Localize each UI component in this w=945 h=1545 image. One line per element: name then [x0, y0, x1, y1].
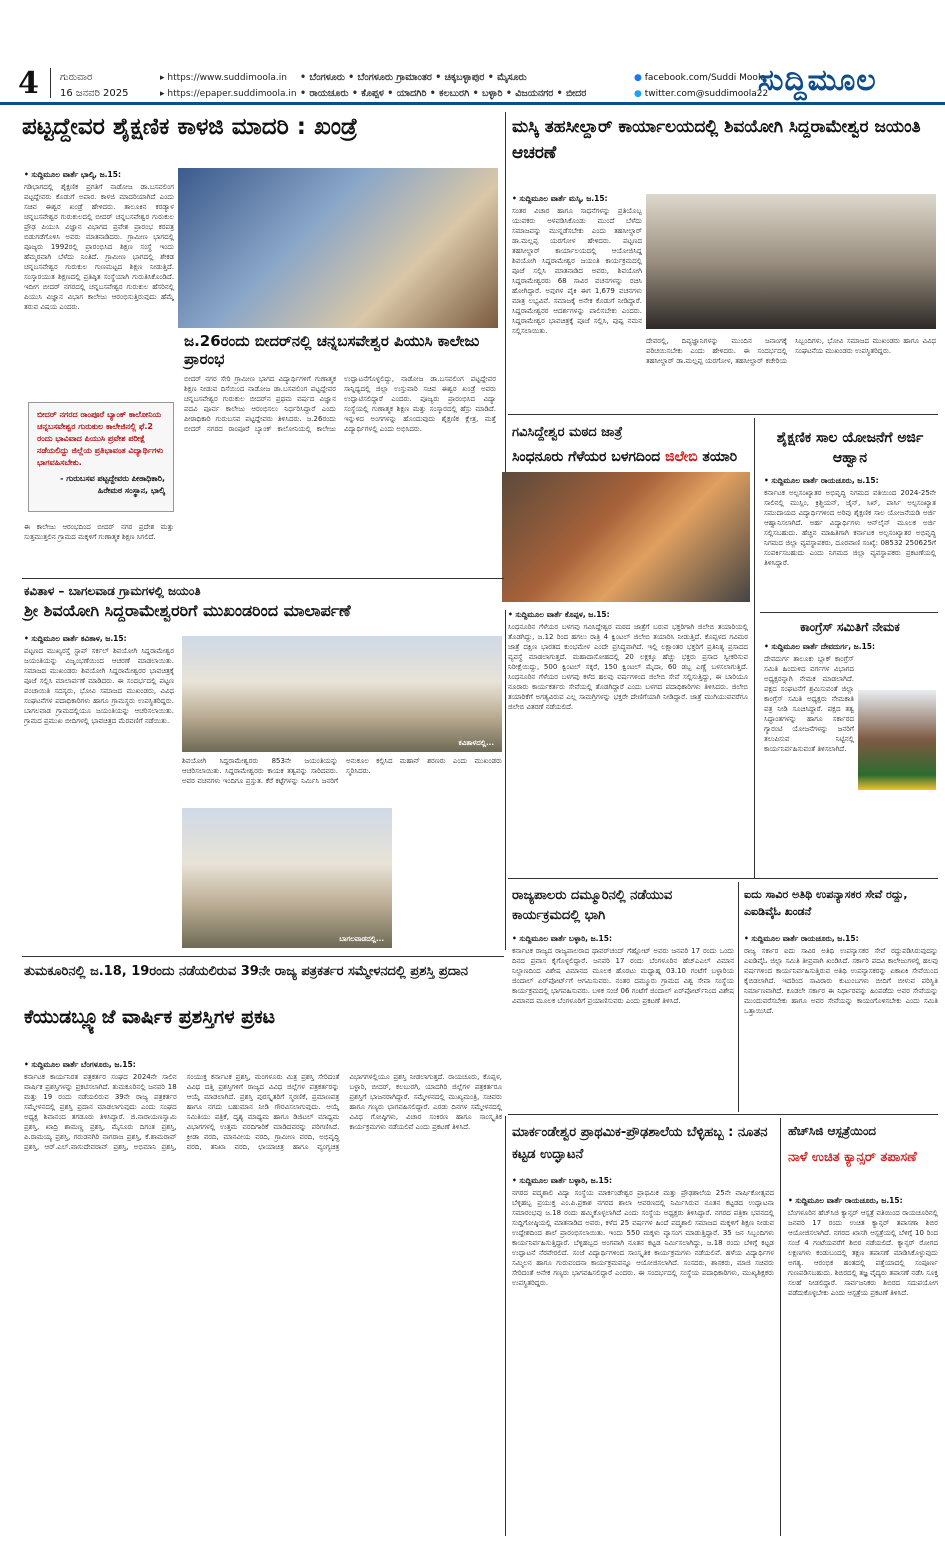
a10-headline: ಮಾರ್ಕಂಡೇಶ್ವರ ಪ್ರಾಥಮಿಕ-ಪ್ರೌಢಶಾಲೆಯ ಬೆಳ್ಳಿಹಬ್ಬ : ನೂತನ ಕಟ್ಟಡ ಉದ್ಘಾಟನೆ	[512, 1125, 768, 1162]
column-rule	[505, 1116, 506, 1536]
column-rule	[780, 1118, 781, 1536]
a10-body: ನಗರದ ಪದ್ಮಶಾಲಿ ವಿದ್ಯಾ ಸಂಸ್ಥೆಯ ಮಾರ್ಕಂಡೇಶ್ವರ ಪ್ರಾಥಮಿಕ ಮತ್ತು ಪ್ರೌಢಶಾಲೆಯ 25ನೇ ವಾರ್ಷಿಕೋತ್ಸವದ ಬೆಳ್ಳಿಹಬ್ಬ ಪ್ರಯುಕ್ತ ಎಂ.ಪಿ.ಪ್ರಕಾಶ ನಗರದ ಶಾಲಾ ಆವರಣದಲ್ಲಿ ನಿರ್ಮಿಸಿರುವ ನೂತನ ಕಟ್ಟಡದ ಉದ್ಘಾಟನಾ ಸಮಾರಂಭವು ಜ.18 ರಂದು ಹಮ್ಮಿಕೊಳ್ಳಲಾಗಿದೆ ಎಂದು ಸಂಸ್ಥೆಯ ಅಧ್ಯಕ್ಷರು ತಿಳಿಸಿದ್ದಾರೆ. ನಗರದ ಪತ್ರಿಕಾ ಭವನದಲ್ಲಿ ಸುದ್ದಿಗೋಷ್ಠಿಯಲ್ಲಿ ಮಾತನಾಡಿದ ಅವರು, ಕಳೆದ 25 ವರ್ಷಗಳ ಹಿಂದೆ ಪದ್ಮಶಾಲಿ ಸಮಾಜದ ಮಕ್ಕಳಿಗೆ ಶಿಕ್ಷಣ ನೀಡುವ ಉದ್ದೇಶದಿಂದ ಶಾಲೆ ಪ್ರಾರಂಭಿಸಲಾಯಿತು. ಇಂದು 550 ಮಕ್ಕಳು ವ್ಯಾಸಂಗ ಮಾಡುತ್ತಿದ್ದಾರೆ. 35 ಜನ ಸಿಬ್ಬಂದಿಗಳು ಕಾರ್ಯನಿರ್ವಹಿಸುತ್ತಿದ್ದಾರೆ. ಬೆಳ್ಳಿಹಬ್ಬದ ಅಂಗವಾಗಿ ನೂತನ ಕಟ್ಟಡ ನಿರ್ಮಿಸಲಾಗಿದ್ದು, ಜ.18 ರಂದು ಬೆಳಿಗ್ಗೆ ಕಟ್ಟಡ ಉದ್ಘಾಟನೆ ನೆರವೇರಲಿದೆ. ಸಂಜೆ ವಿದ್ಯಾರ್ಥಿಗಳಿಂದ ಸಾಂಸ್ಕೃತಿಕ ಕಾರ್ಯಕ್ರಮಗಳು ನಡೆಯಲಿವೆ. ಹಳೆಯ ವಿದ್ಯಾರ್ಥಿಗಳ ಸಮ್ಮಿಲನ ಹಾಗೂ ಗುರುವಂದನಾ ಕಾರ್ಯಕ್ರಮವನ್ನೂ ಆಯೋಜಿಸಲಾಗಿದೆ. ಸಂಸದರು, ಶಾಸಕರು, ಮಾಜಿ ಸಚಿವರು ಸೇರಿದಂತೆ ಅನೇಕ ಗಣ್ಯರು ಭಾಗವಹಿಸಲಿದ್ದಾರೆ ಎಂದರು. ಈ ಸಂದರ್ಭದಲ್ಲಿ ಸಂಸ್ಥೆಯ ಪದಾಧಿಕಾರಿಗಳು, ಮುಖ್ಯಶಿಕ್ಷಕರು ಉಪಸ್ಥಿತರಿದ್ದರು.	[512, 1189, 774, 1287]
a1-quote-box	[28, 402, 174, 512]
a6-photo-2	[182, 808, 392, 948]
a11-headline: ನಾಳೆ ಉಚಿತ ಕ್ಯಾನ್ಸರ್ ತಪಾಸಣೆ	[788, 1150, 917, 1165]
social-links	[634, 70, 768, 102]
twitter-icon: ●	[634, 89, 642, 99]
a3-kicker: ಗವಿಸಿದ್ದೇಶ್ವರ ಮಠದ ಜಾತ್ರೆ	[512, 425, 623, 440]
a5-byline: • ಸುದ್ದಿಮೂಲ ವಾರ್ತೆ ದೇವದುರ್ಗ, ಜ.15:	[764, 642, 875, 651]
editions-line-2: • ರಾಯಚೂರು • ಕೊಪ್ಪಳ • ಯಾದಗಿರಿ • ಕಲಬುರಗಿ • ಬಳ್ಳಾರಿ • ವಿಜಯನಗರ • ಬೀದರ	[300, 88, 587, 99]
day-label: ಗುರುವಾರ	[60, 72, 93, 83]
section-rule	[22, 578, 504, 579]
section-rule	[508, 1114, 938, 1115]
a8-body: ರಾಜ್ಯ ಸರ್ಕಾರ ಐದು ಸಾವಿರ ಅತಿಥಿ ಉಪನ್ಯಾಸಕರ ಸೇವೆ ರದ್ದುಪಡಿಸಿರುವುದನ್ನು ಎಐಡಿವೈಓ ಜಿಲ್ಲಾ ಸಮಿತಿ ತೀವ್ರವಾಗಿ ಖಂಡಿಸಿದೆ. ಸರ್ಕಾರಿ ಪದವಿ ಕಾಲೇಜುಗಳಲ್ಲಿ ಹಲವು ವರ್ಷಗಳಿಂದ ಕಾರ್ಯನಿರ್ವಹಿಸುತ್ತಿರುವ ಅತಿಥಿ ಉಪನ್ಯಾಸಕರನ್ನು ಏಕಾಏಕಿ ಸೇವೆಯಿಂದ ಕೈಬಿಡಲಾಗಿದೆ. ಇದರಿಂದ ಸಾವಿರಾರು ಕುಟುಂಬಗಳು ಬೀದಿಗೆ ಬೀಳುವ ಪರಿಸ್ಥಿತಿ ನಿರ್ಮಾಣವಾಗಿದೆ. ಕೂಡಲೇ ಸರ್ಕಾರ ಈ ನಿರ್ಧಾರವನ್ನು ಹಿಂಪಡೆದು ಅವರ ಸೇವೆಯನ್ನು ಮುಂದುವರೆಸಬೇಕು ಹಾಗೂ ಅವರ ಸೇವೆಯನ್ನು ಕಾಯಂಗೊಳಿಸಬೇಕು ಎಂದು ಸಮಿತಿ ಒತ್ತಾಯಿಸಿದೆ.	[744, 947, 938, 1015]
column-rule	[738, 882, 739, 1112]
a6-photo-1-caption: ಕವಿತಾಳದಲ್ಲಿ...	[458, 739, 494, 747]
column-rule	[505, 610, 506, 950]
a2-headline: ಮಸ್ಕಿ ತಹಸೀಲ್ದಾರ್ ಕಾರ್ಯಾಲಯದಲ್ಲಿ ಶಿವಯೋಗಿ ಸಿದ್ದರಾಮೇಶ್ವರ ಜಯಂತಿ ಆಚರಣೆ	[512, 117, 921, 163]
a9-kicker: ತುಮಕೂರಿನಲ್ಲಿ ಜ.18, 19ರಂದು ನಡೆಯಲಿರುವ 39ನೇ ರಾಜ್ಯ ಪತ್ರಕರ್ತರ ಸಮ್ಮೇಳನದಲ್ಲಿ ಪ್ರಶಸ್ತಿ ಪ್ರದಾನ	[24, 964, 468, 979]
a9-byline: • ಸುದ್ದಿಮೂಲ ವಾರ್ತೆ ಬೆಂಗಳೂರು, ಜ.15:	[24, 1060, 136, 1069]
a7-byline: • ಸುದ್ದಿಮೂಲ ವಾರ್ತೆ ಬಳ್ಳಾರಿ, ಜ.15:	[512, 934, 612, 943]
a1-byline: • ಸುದ್ದಿಮೂಲ ವಾರ್ತೆ ಭಾಲ್ಕಿ, ಜ.15:	[24, 170, 121, 179]
a5-body: ದೇವದುರ್ಗ ತಾಲೂಕು ಬ್ಲಾಕ್ ಕಾಂಗ್ರೆಸ್ ಸಮಿತಿ ಹಿಂದುಳಿದ ವರ್ಗಗಳ ವಿಭಾಗದ ಅಧ್ಯಕ್ಷರನ್ನಾಗಿ ನೇಮಕ ಮಾಡಲಾಗಿದೆ. ಪಕ್ಷದ ಸಂಘಟನೆಗೆ ಶ್ರಮಿಸುವಂತೆ ಜಿಲ್ಲಾ ಕಾಂಗ್ರೆಸ್ ಸಮಿತಿ ಅಧ್ಯಕ್ಷರು ನೇಮಕಾತಿ ಪತ್ರ ನೀಡಿ ಸೂಚಿಸಿದ್ದಾರೆ. ಪಕ್ಷದ ತತ್ವ ಸಿದ್ಧಾಂತಗಳನ್ನು ಹಾಗೂ ಸರ್ಕಾರದ ಗ್ಯಾರಂಟಿ ಯೋಜನೆಗಳನ್ನು ಜನರಿಗೆ ತಲುಪಿಸುವ ನಿಟ್ಟಿನಲ್ಲಿ ಕಾರ್ಯನಿರ್ವಹಿಸುವಂತೆ ತಿಳಿಸಲಾಗಿದೆ.	[764, 655, 854, 753]
a6-photo-2-caption: ಬಾಗಲವಾಡದಲ್ಲಿ...	[339, 935, 384, 943]
a6-body-2: ಶಿವಯೋಗಿ ಸಿದ್ದರಾಮೇಶ್ವರರು 853ನೇ ಜಯಂತಿಯನ್ನು ಆಚರಿಸಲಾಯಿತು. ಸಿದ್ದರಾಮೇಶ್ವರರು ಕಾಯಕ ತತ್ವವನ್ನು ಸಾರಿದವರು. ಅವರ ವಚನಗಳು ಇಂದಿಗೂ ಪ್ರಸ್ತುತ. ಕೆರೆ ಕಟ್ಟೆಗಳನ್ನು ನಿರ್ಮಿಸಿ ಜನರಿಗೆ ಅನುಕೂಲ ಕಲ್ಪಿಸಿದ ಮಹಾನ್ ಶರಣರು ಎಂದು ಮುಖಂಡರು ಸ್ಮರಿಸಿದರು.	[182, 757, 502, 785]
a10-byline: • ಸುದ್ದಿಮೂಲ ವಾರ್ತೆ ಬಳ್ಳಾರಿ, ಜ.15:	[512, 1176, 612, 1185]
a4-body: ಕರ್ನಾಟಕ ಅಲ್ಪಸಂಖ್ಯಾತರ ಅಭಿವೃದ್ಧಿ ನಿಗಮದ ವತಿಯಿಂದ 2024-25ನೇ ಸಾಲಿನಲ್ಲಿ ಮುಸ್ಲಿಂ, ಕ್ರಿಶ್ಚಿಯನ್, ಜೈನ್, ಸಿಖ್, ಪಾರ್ಸಿ ಅಲ್ಪಸಂಖ್ಯಾತ ಸಮುದಾಯದ ವಿದ್ಯಾರ್ಥಿಗಳಿಂದ ಅರಿವು ಶೈಕ್ಷಣಿಕ ಸಾಲ ಯೋಜನೆಯಡಿ ಅರ್ಜಿ ಆಹ್ವಾನಿಸಲಾಗಿದೆ. ಅರ್ಹ ವಿದ್ಯಾರ್ಥಿಗಳು ಆನ್‌ಲೈನ್ ಮೂಲಕ ಅರ್ಜಿ ಸಲ್ಲಿಸಬಹುದು. ಹೆಚ್ಚಿನ ಮಾಹಿತಿಗಾಗಿ ಕರ್ನಾಟಕ ಅಲ್ಪಸಂಖ್ಯಾತರ ಅಭಿವೃದ್ಧಿ ನಿಗಮದ ಜಿಲ್ಲಾ ವ್ಯವಸ್ಥಾಪಕರು, ದೂರವಾಣಿ ಸಂಖ್ಯೆ: 08532 250625ಗೆ ಸಂಪರ್ಕಿಸಬಹುದು ಎಂದು ನಿಗಮದ ಜಿಲ್ಲಾ ವ್ಯವಸ್ಥಾಪಕರು ಪ್ರಕಟಣೆಯಲ್ಲಿ ತಿಳಿಸಿದ್ದಾರೆ.	[764, 489, 936, 567]
date-block	[60, 70, 129, 102]
a2-photo	[646, 194, 936, 329]
a11-kicker: ಹೆಚ್‌ಸಿಜಿ ಆಸ್ಪತ್ರೆಯಿಂದ	[788, 1124, 877, 1138]
a1-body-2: ಈ ಕಾಲೇಜು ಆರಂಭದಿಂದ ಬೀದರ್ ನಗರ ಪ್ರದೇಶ ಮತ್ತು ಸುತ್ತಮುತ್ತಲಿನ ಗ್ರಾಮದ ಮಕ್ಕಳಿಗೆ ಗುಣಾತ್ಮಕ ಶಿಕ್ಷಣ ಸಿಗಲಿದೆ.	[24, 523, 174, 541]
a1-photo	[178, 168, 498, 328]
a6-kicker: ಕವಿತಾಳ – ಬಾಗಲವಾಡ ಗ್ರಾಮಗಳಲ್ಲಿ ಜಯಂತಿ	[24, 584, 201, 598]
a7-headline: ರಾಜ್ಯಪಾಲರು ದಮ್ಮೂರಿನಲ್ಲಿ ನಡೆಯುವ ಕಾರ್ಯಕ್ರಮದಲ್ಲಿ ಭಾಗಿ	[512, 888, 673, 923]
epaper-url[interactable]: ▸ https://epaper.suddimoola.in	[160, 89, 297, 99]
a4-headline: ಶೈಕ್ಷಣಿಕ ಸಾಲ ಯೋಜನೆಗೆ ಅರ್ಜಿ ಆಹ್ವಾನ	[776, 430, 924, 466]
editions-list	[300, 70, 630, 102]
a2-body: ಸಂತರ ವಿಚಾರ ಹಾಗೂ ಸಾಧನೆಗಳನ್ನು ಪ್ರತಿಯೊಬ್ಬ ಯುವಕರು ಅಳವಡಿಸಿಕೊಂಡು ಮುಂದೆ ಬೆಳೆದು ಸಮಾಜವನ್ನು ಮುನ್ನಡೆಸಬೇಕು ಎಂದು ತಹಸೀಲ್ದಾರ್ ಡಾ.ಮಲ್ಲಪ್ಪ ಯರಗೋಳ ಹೇಳಿದರು. ಪಟ್ಟಣದ ತಹಸೀಲ್ದಾರ್ ಕಾರ್ಯಾಲಯದಲ್ಲಿ ಆಯೋಜಿಸಿದ್ದ ಶಿವಯೋಗಿ ಸಿದ್ದರಾಮೇಶ್ವರ ಜಯಂತಿ ಕಾರ್ಯಕ್ರಮದಲ್ಲಿ ಪೂಜೆ ಸಲ್ಲಿಸಿ ಮಾತನಾಡಿದ ಅವರು, ಶಿವಯೋಗಿ ಸಿದ್ದರಾಮೇಶ್ವರರು 68 ಸಾವಿರ ವಚನಗಳನ್ನು ರಚಿಸಿ ಹೋಗಿದ್ದಾರೆ. ಅವುಗಳ ಪೈಕಿ ಈಗ 1,679 ವಚನಗಳು ಮಾತ್ರ ಲಭ್ಯವಿವೆ. ಸಮಾಜಕ್ಕೆ ಅನೇಕ ಕೊಡುಗೆ ನೀಡಿದ್ದಾರೆ. ಸಿದ್ದರಾಮೇಶ್ವರರ ಆದರ್ಶಗಳನ್ನು ಪಾಲಿಸಬೇಕು ಎಂದರು. ಸಿದ್ದರಾಮೇಶ್ವರ ಭಾವಚಿತ್ರಕ್ಕೆ ಪೂಜೆ ಸಲ್ಲಿಸಿ, ಪುಷ್ಪ ನಮನ ಸಲ್ಲಿಸಲಾಯಿತು.	[512, 207, 642, 335]
a9-body: ಕರ್ನಾಟಕ ಕಾರ್ಯನಿರತ ಪತ್ರಕರ್ತರ ಸಂಘದ 2024ನೇ ಸಾಲಿನ ವಾರ್ಷಿಕ ಪ್ರಶಸ್ತಿಗಳನ್ನು ಪ್ರಕಟಿಸಲಾಗಿದೆ. ತುಮಕೂರಿನಲ್ಲಿ ಜನವರಿ 18 ಮತ್ತು 19 ರಂದು ನಡೆಯಲಿರುವ 39ನೇ ರಾಜ್ಯ ಪತ್ರಕರ್ತರ ಸಮ್ಮೇಳನದಲ್ಲಿ ಪ್ರಶಸ್ತಿ ಪ್ರದಾನ ಮಾಡಲಾಗುವುದು ಎಂದು ಸಂಘದ ಅಧ್ಯಕ್ಷ ಶಿವಾನಂದ ತಗಡೂರು ತಿಳಿಸಿದ್ದಾರೆ. ಜಿ.ನಾರಾಯಣಸ್ವಾಮಿ ಪ್ರಶಸ್ತಿ, ಖಾದ್ರಿ ಶಾಮಣ್ಣ ಪ್ರಶಸ್ತಿ, ಮೈಸೂರು ದಿಗಂತ ಪ್ರಶಸ್ತಿ, ಪಿ.ರಾಮಯ್ಯ ಪ್ರಶಸ್ತಿ, ಗರುಡನಗಿರಿ ನಾಗರಾಜ ಪ್ರಶಸ್ತಿ, ಕೆ.ಶಾಮರಾವ್ ಪ್ರಶಸ್ತಿ, ಆರ್.ಎಲ್.ವಾಸುದೇವರಾವ್ ಪ್ರಶಸ್ತಿ, ಅಭಿಮಾನಿ ಪ್ರಶಸ್ತಿ, ಸಂಯುಕ್ತ ಕರ್ನಾಟಕ ಪ್ರಶಸ್ತಿ, ಮಂಗಳೂರು ಮಿತ್ರ ಪ್ರಶಸ್ತಿ ಸೇರಿದಂತೆ ವಿವಿಧ ದತ್ತಿ ಪ್ರಶಸ್ತಿಗಳಿಗೆ ರಾಜ್ಯದ ವಿವಿಧ ಜಿಲ್ಲೆಗಳ ಪತ್ರಕರ್ತರನ್ನು ಆಯ್ಕೆ ಮಾಡಲಾಗಿದೆ. ಪ್ರಶಸ್ತಿ ಪುರಸ್ಕೃತರಿಗೆ ಸ್ಮರಣಿಕೆ, ಪ್ರಮಾಣಪತ್ರ ಹಾಗೂ ನಗದು ಬಹುಮಾನ ನೀಡಿ ಗೌರವಿಸಲಾಗುವುದು. ಆಯ್ಕೆ ಸಮಿತಿಯು ಪತ್ರಿಕೆ, ದೃಶ್ಯ ಮಾಧ್ಯಮ ಹಾಗೂ ಡಿಜಿಟಲ್ ಮಾಧ್ಯಮ ವಿಭಾಗಗಳಲ್ಲಿ ಉತ್ತಮ ವರದಿಗಾರಿಕೆ ಮಾಡಿದವರನ್ನು ಪರಿಗಣಿಸಿದೆ. ಕ್ರೀಡಾ ವರದಿ, ಮಾನವೀಯ ವರದಿ, ಗ್ರಾಮೀಣ ವರದಿ, ಅಭಿವೃದ್ಧಿ ವರದಿ, ತನಿಖಾ ವರದಿ, ಛಾಯಾಚಿತ್ರ ಹಾಗೂ ವ್ಯಂಗ್ಯಚಿತ್ರ ವಿಭಾಗಗಳಲ್ಲಿಯೂ ಪ್ರಶಸ್ತಿ ನೀಡಲಾಗುತ್ತದೆ. ರಾಯಚೂರು, ಕೊಪ್ಪಳ, ಬಳ್ಳಾರಿ, ಬೀದರ್, ಕಲಬುರಗಿ, ಯಾದಗಿರಿ ಜಿಲ್ಲೆಗಳ ಪತ್ರಕರ್ತರೂ ಪ್ರಶಸ್ತಿಗೆ ಭಾಜನರಾಗಿದ್ದಾರೆ. ಸಮ್ಮೇಳನದಲ್ಲಿ ಮುಖ್ಯಮಂತ್ರಿ, ಸಚಿವರು ಹಾಗೂ ಗಣ್ಯರು ಭಾಗವಹಿಸಲಿದ್ದಾರೆ. ಎರಡು ದಿನಗಳ ಸಮ್ಮೇಳನದಲ್ಲಿ ವಿವಿಧ ಗೋಷ್ಠಿಗಳು, ವಿಚಾರ ಸಂಕಿರಣ ಹಾಗೂ ಸಾಂಸ್ಕೃತಿಕ ಕಾರ್ಯಕ್ರಮಗಳು ನಡೆಯಲಿವೆ ಎಂದು ಪ್ರಕಟಣೆ ತಿಳಿಸಿದೆ.	[24, 1073, 502, 1151]
a2-byline: • ಸುದ್ದಿಮೂಲ ವಾರ್ತೆ ಮಸ್ಕಿ, ಜ.15:	[512, 194, 608, 203]
twitter-link[interactable]: ● twitter.com@suddimoola22	[634, 89, 769, 99]
a6-photo-1	[182, 636, 502, 752]
section-rule	[508, 414, 938, 415]
globe-icon: ▸	[160, 73, 168, 83]
a3-photo	[502, 472, 750, 602]
a6-headline: ಶ್ರೀ ಶಿವಯೋಗಿ ಸಿದ್ದರಾಮೇಶ್ವರರಿಗೆ ಮುಖಂಡರಿಂದ ಮಾಲಾರ್ಪಣೆ	[24, 601, 351, 620]
a1-quote-text: ಬೀದರ್ ನಗರದ ರಾಂಪೂರೆ ಬ್ಯಾಂಕ್ ಕಾಲೋನಿಯ ಚನ್ನಬಸವೇಶ್ವರ ಗುರುಕುಲ ಕಾಲೇಜಿನಲ್ಲಿ ಫೆ.2 ರಂದು ಭಾವಿವಾದ ಪಿಯುಸಿ ಪ್ರವೇಶ ಪರೀಕ್ಷೆ ನಡೆಯಲಿದ್ದು ಜಿಲ್ಲೆಯ ಪ್ರತಿಭಾವಂತ ವಿದ್ಯಾರ್ಥಿಗಳು ಭಾಗವಹಿಸಬೇಕು.	[37, 410, 164, 467]
section-rule	[760, 612, 938, 613]
a11-byline: • ಸುದ್ದಿಮೂಲ ವಾರ್ತೆ ರಾಯಚೂರು, ಜ.15:	[788, 1196, 903, 1205]
a7-body: ಕರ್ನಾಟಕ ರಾಜ್ಯದ ರಾಜ್ಯಪಾಲರಾದ ಥಾವರ್‌ಚಂದ್ ಗೆಹ್ಲೋಟ್ ಅವರು ಜನವರಿ 17 ರಂದು ಒಂದು ದಿನದ ಪ್ರವಾಸ ಕೈಗೊಳ್ಳಲಿದ್ದಾರೆ. ಜನವರಿ 17 ರಂದು ಬೆಂಗಳೂರಿನ ಹೆಚ್‌ಎಎಲ್ ವಿಮಾನ ನಿಲ್ದಾಣದಿಂದ ವಿಶೇಷ ವಿಮಾನದ ಮೂಲಕ ಹೊರಟು ಮಧ್ಯಾಹ್ನ 03.10 ಗಂಟೆಗೆ ಬಳ್ಳಾರಿಯ ಜಿಂದಾಲ್ ಏರ್‌ಪೋರ್ಟ್‌ಗೆ ಆಗಮಿಸುವರು. ನಂತರ ದಮ್ಮೂರು ಗ್ರಾಮದ ವಿಶ್ವ ಸೇವಾ ಸಂಸ್ಥೆಯ ಕಾರ್ಯಕ್ರಮದಲ್ಲಿ ಭಾಗವಹಿಸುವರು. ಬಳಿಕ ಸಂಜೆ 06 ಗಂಟೆಗೆ ಜಿಂದಾಲ್ ಏರ್‌ಪೋರ್ಟ್‌ನಿಂದ ವಿಶೇಷ ವಿಮಾನದ ಮೂಲಕ ಬೆಂಗಳೂರಿಗೆ ಪ್ರಯಾಣಿಸುವರು ಎಂದು ಪ್ರಕಟಣೆ ತಿಳಿಸಿದೆ.	[512, 947, 734, 1005]
a6-body: ಪಟ್ಟಣದ ಮುಖ್ಯರಸ್ತೆ ಸ್ಟಾಪ್ ಸರ್ಕಲ್ ಶಿವಯೋಗಿ ಸಿದ್ದರಾಮೇಶ್ವರ ಜಯಂತಿಯನ್ನು ವಿಜೃಂಭಣೆಯಿಂದ ಆಚರಣೆ ಮಾಡಲಾಯಿತು. ಸಮಾಜದ ಮುಖಂಡರು ಶಿವಯೋಗಿ ಸಿದ್ದರಾಮೇಶ್ವರರ ಭಾವಚಿತ್ರಕ್ಕೆ ಪೂಜೆ ಸಲ್ಲಿಸಿ ಮಾಲಾರ್ಪಣೆ ಮಾಡಿದರು. ಈ ಸಂದರ್ಭದಲ್ಲಿ ಪಟ್ಟಣ ಪಂಚಾಯಿತಿ ಸದಸ್ಯರು, ಭೋವಿ ಸಮಾಜದ ಮುಖಂಡರು, ವಿವಿಧ ಸಂಘಟನೆಗಳ ಪದಾಧಿಕಾರಿಗಳು ಹಾಗೂ ಗ್ರಾಮಸ್ಥರು ಉಪಸ್ಥಿತರಿದ್ದರು. ಬಾಗಲವಾಡ ಗ್ರಾಮದಲ್ಲಿಯೂ ಜಯಂತಿಯನ್ನು ಆಚರಿಸಲಾಯಿತು. ಗ್ರಾಮದ ಪ್ರಮುಖ ಬೀದಿಗಳಲ್ಲಿ ಭಾವಚಿತ್ರದ ಮೆರವಣಿಗೆ ನಡೆಯಿತು.	[24, 647, 174, 725]
globe-icon: ▸	[160, 89, 168, 99]
site-links	[160, 70, 297, 102]
a1-sub-headline: ಜ.26ರಂದು ಬೀದರ್‌ನಲ್ಲಿ ಚನ್ನಬಸವೇಶ್ವರ ಪಿಯುಸಿ ಕಾಲೇಜು ಪ್ರಾರಂಭ	[184, 332, 480, 368]
column-rule	[754, 418, 755, 878]
a4-byline: • ಸುದ್ದಿಮೂಲ ವಾರ್ತೆ ರಾಯಚೂರು, ಜ.15:	[764, 476, 879, 485]
a1-body: ಗಡಿಭಾಗದಲ್ಲಿ ಶೈಕ್ಷಣಿಕ ಪ್ರಗತಿಗೆ ನಾಡೋಜ ಡಾ.ಬಸವಲಿಂಗ ಪಟ್ಟದ್ದೇವರು ಕೊಡುಗೆ ಅಪಾರ. ಕಾಳಜಿ ಮಾದರಿಯಾಗಿದೆ ಎಂದು ಸಚಿವ ಈಶ್ವರ ಖಂಡ್ರೆ ಹೇಳಿದರು. ತಾಲೂಕಿನ ಕರಡ್ಯಾಳ ಚನ್ನಬಸವೇಶ್ವರ ಗುರುಕುಲದಲ್ಲಿ ಬೀದರ್ ಚನ್ನಬಸವೇಶ್ವರ ಗುರುಕುಲ ಪ್ರೌಢ ಪಿಯುಸಿ ವಿಜ್ಞಾನ ವಿಭಾಗದ ಪ್ರವೇಶ ಪ್ರಾರಂಭ ಕರಪತ್ರ ಬಿಡುಗಡೆಗೊಳಿಸಿ ಅವರು ಮಾತನಾಡಿದರು. ಗ್ರಾಮೀಣ ಭಾಗದಲ್ಲಿ ಪೂಜ್ಯರು 1992ರಲ್ಲಿ ಪ್ರಾರಂಭಿಸಿದ ಶಿಕ್ಷಣ ಸಂಸ್ಥೆ ಇಂದು ಹೆಮ್ಮರವಾಗಿ ಬೆಳೆದು ನಿಂತಿದೆ. ಗ್ರಾಮೀಣ ಭಾಗದಲ್ಲಿ ಶೇಕಡ ಚನ್ನಬಸವೇಶ್ವರ ಗುರುಕುಲ ಗುಣಮಟ್ಟದ ಶಿಕ್ಷಣ ನೀಡುತ್ತಿದೆ. ಸಂಸ್ಕಾರಯುತ ಶಿಕ್ಷಣದಲ್ಲಿ ಪ್ರತಿಷ್ಠಿತ ಸಂಸ್ಥೆಯಾಗಿ ಗುರುತಿಸಿಕೊಂಡಿದೆ. ಇದೀಗ ಬೀದರ್ ನಗರದಲ್ಲಿ ಚನ್ನಬಸವೇಶ್ವರ ಗುರುಕುಲ ಹೆಸರಿನಲ್ಲಿ ಪಿಯುಸಿ ವಿಜ್ಞಾನ ವಿಭಾಗ ಕಾಲೇಜು ಆರಂಭಿಸುತ್ತಿರುವುದು ಹೆಮ್ಮೆ ತರುವ ವಿಷಯ ಎಂದರು.	[24, 183, 174, 311]
a1-headline: ಪಟ್ಟದ್ದೇವರ ಶೈಕ್ಷಣಿಕ ಕಾಳಜಿ ಮಾದರಿ : ಖಂಡ್ರೆ	[22, 114, 358, 140]
section-rule	[508, 878, 938, 879]
brand-logo: ಸುದ್ದಿಮೂಲ	[758, 63, 877, 98]
a1-quote-author: - ಗುರುಬಸವ ಪಟ್ಟದ್ದೇವರು ಪೀಠಾಧಿಕಾರಿ, ಹಿರೇಮಠ ಸಂಸ್ಥಾನ, ಭಾಲ್ಕಿ	[60, 474, 165, 495]
a11-body: ಬೆಂಗಳೂರಿನ ಹೆಚ್‌ಸಿಜಿ ಕ್ಯಾನ್ಸರ್ ಆಸ್ಪತ್ರೆ ವತಿಯಿಂದ ರಾಯಚೂರಿನಲ್ಲಿ ಜನವರಿ 17 ರಂದು ಉಚಿತ ಕ್ಯಾನ್ಸರ್ ತಪಾಸಣಾ ಶಿಬಿರ ಆಯೋಜಿಸಲಾಗಿದೆ. ನಗರದ ಖಾಸಗಿ ಆಸ್ಪತ್ರೆಯಲ್ಲಿ ಬೆಳಿಗ್ಗೆ 10 ರಿಂದ ಸಂಜೆ 4 ಗಂಟೆಯವರೆಗೆ ಶಿಬಿರ ನಡೆಯಲಿದೆ. ಕ್ಯಾನ್ಸರ್ ರೋಗದ ಲಕ್ಷಣಗಳು ಕಂಡುಬಂದಲ್ಲಿ ತಕ್ಷಣ ತಪಾಸಣೆ ಮಾಡಿಸಿಕೊಳ್ಳುವುದು ಅಗತ್ಯ. ಆರಂಭಿಕ ಹಂತದಲ್ಲಿ ಪತ್ತೆಯಾದಲ್ಲಿ ಸಂಪೂರ್ಣ ಗುಣಪಡಿಸಬಹುದು. ಶಿಬಿರದಲ್ಲಿ ತಜ್ಞ ವೈದ್ಯರು ತಪಾಸಣೆ ನಡೆಸಿ ಸೂಕ್ತ ಸಲಹೆ ನೀಡಲಿದ್ದಾರೆ. ಸಾರ್ವಜನಿಕರು ಶಿಬಿರದ ಸದುಪಯೋಗ ಪಡೆದುಕೊಳ್ಳಬೇಕು ಎಂದು ಆಸ್ಪತ್ರೆಯ ಪ್ರಕಟಣೆ ತಿಳಿಸಿದೆ.	[788, 1209, 938, 1297]
a2-body-2: ದೇವರಲ್ಲಿ, ದಿವ್ಯಜ್ಞಾನಿಗಳನ್ನು ಮುಂದಿನ ಜನಾಂಗಕ್ಕೆ ಪರಿಚಯಿಸಬೇಕು ಎಂದು ಹೇಳಿದರು. ಈ ಸಂದರ್ಭದಲ್ಲಿ ತಹಸೀಲ್ದಾರ್ ಡಾ.ಮಲ್ಲಪ್ಪ ಯರಗೋಳ, ತಹಸೀಲ್ದಾರ್ ಕಚೇರಿಯ ಸಿಬ್ಬಂದಿಗಳು, ಭೋವಿ ಸಮಾಜದ ಮುಖಂಡರು ಹಾಗೂ ವಿವಿಧ ಸಂಘಟನೆಯ ಮುಖಂಡರು ಉಪಸ್ಥಿತರಿದ್ದರು.	[646, 337, 936, 365]
masthead-divider	[50, 68, 51, 98]
date-label: 16 ಜನವರಿ 2025	[60, 88, 129, 99]
a8-byline: • ಸುದ್ದಿಮೂಲ ವಾರ್ತೆ ರಾಯಚೂರು, ಜ.15:	[744, 934, 859, 943]
a1-body-3: ಬೀದರ್ ನಗರ ಸೇರಿ ಗ್ರಾಮೀಣ ಭಾಗದ ವಿದ್ಯಾರ್ಥಿಗಳಿಗೆ ಗುಣಾತ್ಮಕ ಶಿಕ್ಷಣ ನೀಡುವ ದಿಸೆಯಿಂದ ನಾಡೋಜ ಡಾ.ಬಸವಲಿಂಗ ಪಟ್ಟದ್ದೇವರ ಚನ್ನಬಸವೇಶ್ವರ ಗುರುಕುಲ ಬೀದರ್‌ನ ಪ್ರಥಮ ವರ್ಷದ ವಿಜ್ಞಾನ ಪದವಿ ಪೂರ್ವ ಕಾಲೇಜು ಆರಂಭಿಸಲು ನಿರ್ಧರಿಸಿದ್ದಾರೆ ಎಂದು ಪೀಠಾಧಿಕಾರಿ ಗುರುಬಸವ ಪಟ್ಟದ್ದೇವರು ತಿಳಿಸಿದರು. ಜ.26ರಂದು ಬೀದರ್ ನಗರದ ರಾಂಪೂರೆ ಬ್ಯಾಂಕ್ ಕಾಲೋನಿಯಲ್ಲಿ ಕಾಲೇಜು ಉದ್ಘಾಟನೆಗೊಳ್ಳಲಿದ್ದು, ನಾಡೋಜ ಡಾ.ಬಸವಲಿಂಗ ಪಟ್ಟದ್ದೇವರ ಸಾನ್ನಿಧ್ಯದಲ್ಲಿ ಜಿಲ್ಲಾ ಉಸ್ತುವಾರಿ ಸಚಿವ ಈಶ್ವರ ಖಂಡ್ರೆ ಅವರು ಉದ್ಘಾಟಿಸಲಿದ್ದಾರೆ ಎಂದರು. ಪೂಜ್ಯರು ಪ್ರಾರಂಭಿಸಿದ ವಿದ್ಯಾ ಸಂಸ್ಥೆಯಲ್ಲಿ ಗುಣಾತ್ಮಕ ಶಿಕ್ಷಣ ಮತ್ತು ಸಂಸ್ಕಾರದಲ್ಲಿ ಹೆಸ್ರು ಮಾಡಿದೆ. ಇನ್ನುಳಿದ ಅಂಗಗಳನ್ನು ಹೊಂದುವುದು ಶೈಕ್ಷಣಿಕ ಕ್ಷೇತ್ರ, ಮತ್ತೆ ವಿದ್ಯಾರ್ಥಿಗಳಲ್ಲಿ ಎಂದು ಅಭಿಸಿದರು.	[184, 375, 496, 433]
a5-portrait-photo	[858, 690, 936, 790]
a5-headline: ಕಾಂಗ್ರೆಸ್ ಸಮಿತಿಗೆ ನೇಮಕ	[800, 620, 900, 634]
section-rule	[22, 956, 504, 957]
a3-byline: • ಸುದ್ದಿಮೂಲ ವಾರ್ತೆ ಕೊಪ್ಪಳ, ಜ.15:	[508, 610, 610, 619]
a8-headline: ಐದು ಸಾವಿರ ಅತಿಥಿ ಉಪನ್ಯಾಸಕರ ಸೇವೆ ರದ್ದು, ಎಐಡಿವೈಓ ಖಂಡನೆ	[744, 888, 908, 918]
page-number: 4	[18, 66, 39, 101]
a3-headline-highlight: ಜಿಲೇಬಿ	[665, 449, 698, 465]
facebook-icon: ●	[634, 73, 642, 83]
site-url[interactable]: ▸ https://www.suddimoola.in	[160, 73, 287, 83]
a3-headline: ಸಿಂಧನೂರು ಗೆಳೆಯರ ಬಳಗದಿಂದ ಜಿಲೇಬಿ ತಯಾರಿ	[512, 449, 738, 465]
editions-line-1: • ಬೆಂಗಳೂರು • ಬೆಂಗಳೂರು ಗ್ರಾಮಾಂತರ • ಚಿಕ್ಕಬಳ್ಳಾಪುರ • ಮೈಸೂರು	[300, 72, 527, 83]
a9-headline: ಕೆಯುಡಬ್ಲ್ಯೂಜೆ ವಾರ್ಷಿಕ ಪ್ರಶಸ್ತಿಗಳ ಪ್ರಕಟ	[24, 1006, 276, 1028]
a3-body: ಸಿಂಧನೂರಿನ ಗೆಳೆಯರ ಬಳಗವು ಗವಿಸಿದ್ದೇಶ್ವರ ಮಠದ ಜಾತ್ರೆಗೆ ಬರುವ ಭಕ್ತರಿಗಾಗಿ ಜಿಲೇಬಿ ತಯಾರಿಯಲ್ಲಿ ತೊಡಗಿದ್ದು, ಜ.12 ರಿಂದ ಹಗಲು ರಾತ್ರಿ 4 ಕ್ವಿಂಟಲ್ ಜಿಲೇಬಿ ತಯಾರಿಸಿ ನೀಡುತ್ತಿದೆ. ಕೊಪ್ಪಳದ ಗವಿಮಠ ಜಾತ್ರೆ ದಕ್ಷಿಣ ಭಾರತದ ಕುಂಭಮೇಳ ಎಂದೇ ಪ್ರಸಿದ್ಧವಾಗಿದೆ. ಇಲ್ಲಿ ಲಕ್ಷಾಂತರ ಭಕ್ತರಿಗೆ ಪ್ರತಿನಿತ್ಯ ಪ್ರಸಾದದ ವ್ಯವಸ್ಥೆ ಮಾಡಲಾಗುತ್ತದೆ. ಮಹಾದಾಸೋಹದಲ್ಲಿ 20 ಲಕ್ಷಕ್ಕೂ ಹೆಚ್ಚು ಭಕ್ತರು ಪ್ರಸಾದ ಸ್ವೀಕರಿಸುವ ನಿರೀಕ್ಷೆಯಿದ್ದು, 500 ಕ್ವಿಂಟಲ್ ಸಕ್ಕರೆ, 150 ಕ್ವಿಂಟಲ್ ಮೈದಾ, 60 ಡಬ್ಬ ಎಣ್ಣೆ ಬಳಸಲಾಗುತ್ತಿದೆ. ಸಿಂಧನೂರಿನ ಗೆಳೆಯರ ಬಳಗವು ಕಳೆದ ಹಲವು ವರ್ಷಗಳಿಂದ ಜಿಲೇಬಿ ಸೇವೆ ಸಲ್ಲಿಸುತ್ತಿದ್ದು, ಈ ಬಾರಿಯೂ ನೂರಾರು ಕಾರ್ಯಕರ್ತರು ಸೇವೆಯಲ್ಲಿ ತೊಡಗಿದ್ದಾರೆ ಎಂದು ಬಳಗದ ಪದಾಧಿಕಾರಿಗಳು ತಿಳಿಸಿದರು. ಜಿಲೇಬಿ ತಯಾರಿಕೆಗೆ ಅಗತ್ಯವಿರುವ ಎಲ್ಲ ಸಾಮಗ್ರಿಗಳನ್ನು ಭಕ್ತರೇ ದೇಣಿಗೆಯಾಗಿ ನೀಡಿದ್ದಾರೆ. ಜಾತ್ರೆ ಮುಗಿಯುವವರೆಗೂ ಜಿಲೇಬಿ ವಿತರಣೆ ನಡೆಯಲಿದೆ.	[508, 623, 748, 711]
a6-byline: • ಸುದ್ದಿಮೂಲ ವಾರ್ತೆ ಕವಿತಾಳ, ಜ.15:	[24, 634, 127, 643]
facebook-link[interactable]: ● facebook.com/Suddi Moola	[634, 73, 766, 83]
